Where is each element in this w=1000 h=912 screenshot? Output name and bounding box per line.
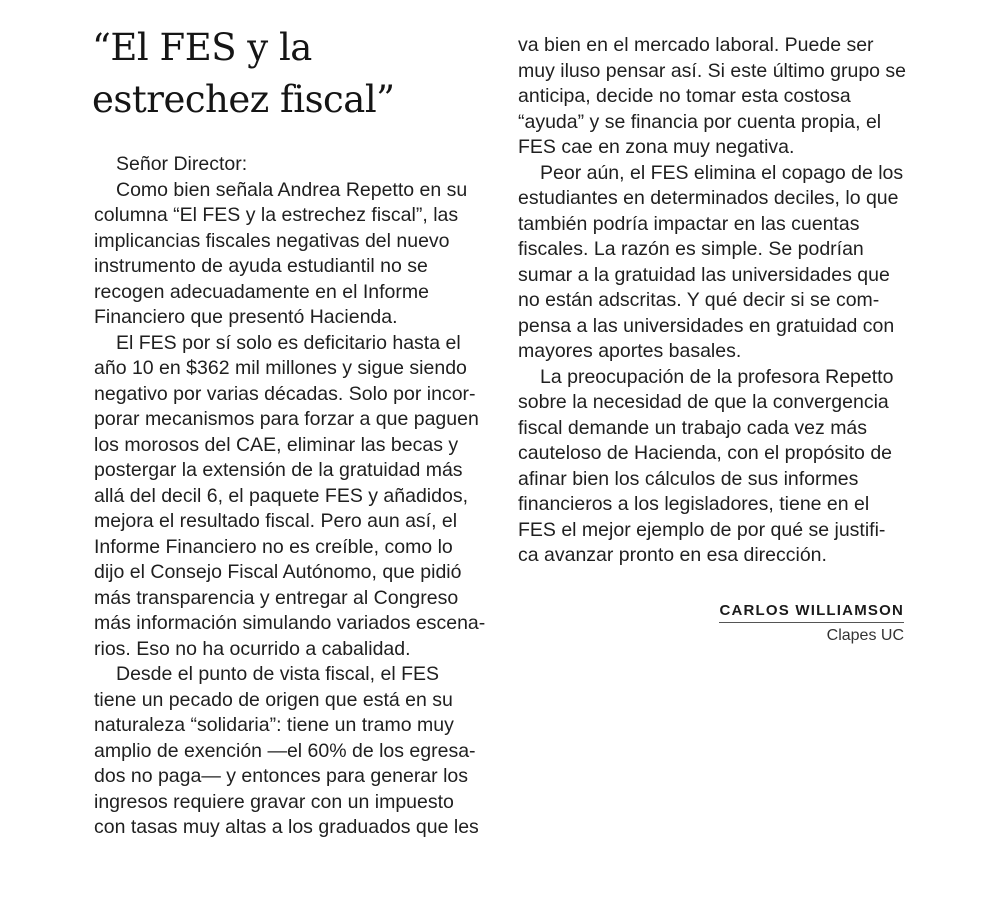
text-line: columna “El FES y la estrechez fiscal”, las <box>94 204 459 226</box>
text-line: “ayuda” y se financia por cuenta propia, el <box>518 110 882 133</box>
text-line: con tasas muy altas a los graduados que les <box>94 816 479 838</box>
text-line: instrumento de ayuda estudiantil no se <box>94 255 428 277</box>
text-line: va bien en el mercado laboral. Puede ser <box>518 34 874 56</box>
text-line: año 10 en $362 mil millones y sigue siendo <box>94 357 467 379</box>
text-line: los morosos del CAE, eliminar las becas y <box>94 433 459 456</box>
text-line: estudiantes en determinados deciles, lo que <box>518 187 899 209</box>
right-text-column <box>518 33 910 569</box>
text-line: muy iluso pensar así. Si este último grupo se <box>518 59 907 82</box>
text-line: Peor aún, el FES elimina el copago de los <box>540 161 904 184</box>
left-text-column <box>94 152 486 841</box>
text-line: tiene un pecado de origen que está en su <box>94 688 453 711</box>
text-line: rios. Eso no ha ocurrido a cabalidad. <box>94 637 411 660</box>
text-line: amplio de exención —el 60% de los egresa- <box>94 739 476 762</box>
text-line: FES cae en zona muy negativa. <box>518 136 795 158</box>
text-line: financieros a los legisladores, tiene en el <box>518 493 870 515</box>
text-line: más transparencia y entregar al Congreso <box>94 586 459 609</box>
text-line: sumar a la gratuidad las universidades que <box>518 263 890 286</box>
text-line: postergar la extensión de la gratuidad más <box>94 459 463 481</box>
text-line: ingresos requiere gravar con un impuesto <box>94 790 454 813</box>
text-line: mejora el resultado fiscal. Pero aun así, el <box>94 510 458 532</box>
text-line: negativo por varias décadas. Solo por incor- <box>94 382 476 405</box>
text-line: anticipa, decide no tomar esta costosa <box>518 85 851 107</box>
text-line: El FES por sí solo es deficitario hasta el <box>116 331 461 354</box>
text-line: pensa a las universidades en gratuidad con <box>518 314 895 337</box>
text-line: fiscales. La razón es simple. Se podrían <box>518 238 864 260</box>
text-line: Como bien señala Andrea Repetto en su <box>116 178 468 201</box>
text-line: FES el mejor ejemplo de por qué se justifi- <box>518 518 886 541</box>
text-line: Financiero que presentó Hacienda. <box>94 306 398 328</box>
text-line: fiscal demande un trabajo cada vez más <box>518 416 868 439</box>
text-line: también podría impactar en las cuentas <box>518 212 860 235</box>
headline-line: “El FES y la <box>92 26 312 69</box>
text-line: ca avanzar pronto en esa dirección. <box>518 544 827 566</box>
text-line: allá del decil 6, el paquete FES y añadidos, <box>94 484 468 507</box>
text-line: cauteloso de Hacienda, con el propósito de <box>518 442 893 464</box>
text-line: Señor Director: <box>116 153 248 175</box>
text-line: Desde el punto de vista fiscal, el FES <box>116 663 439 685</box>
text-line: La preocupación de la profesora Repetto <box>540 365 894 388</box>
text-line: más información simulando variados escena- <box>94 612 486 634</box>
article-headline <box>92 22 492 126</box>
text-line: Informe Financiero no es creíble, como lo <box>94 535 453 558</box>
text-line: recogen adecuadamente en el Informe <box>94 280 429 303</box>
signature-block <box>719 602 904 645</box>
author-affiliation: Clapes UC <box>826 627 904 644</box>
author-name: CARLOS WILLIAMSON <box>719 602 904 623</box>
text-line: mayores aportes basales. <box>518 340 742 362</box>
text-line: sobre la necesidad de que la convergencia <box>518 391 889 413</box>
text-line: porar mecanismos para forzar a que paguen <box>94 408 479 430</box>
text-line: implicancias fiscales negativas del nuevo <box>94 229 450 252</box>
text-line: dos no paga— y entonces para generar los <box>94 765 468 787</box>
text-line: afinar bien los cálculos de sus informes <box>518 467 859 490</box>
text-line: dijo el Consejo Fiscal Autónomo, que pidió <box>94 561 462 583</box>
text-line: naturaleza “solidaria”: tiene un tramo muy <box>94 714 454 736</box>
text-line: no están adscritas. Y qué decir si se com- <box>518 289 880 311</box>
headline-line: estrechez fiscal” <box>92 78 395 121</box>
